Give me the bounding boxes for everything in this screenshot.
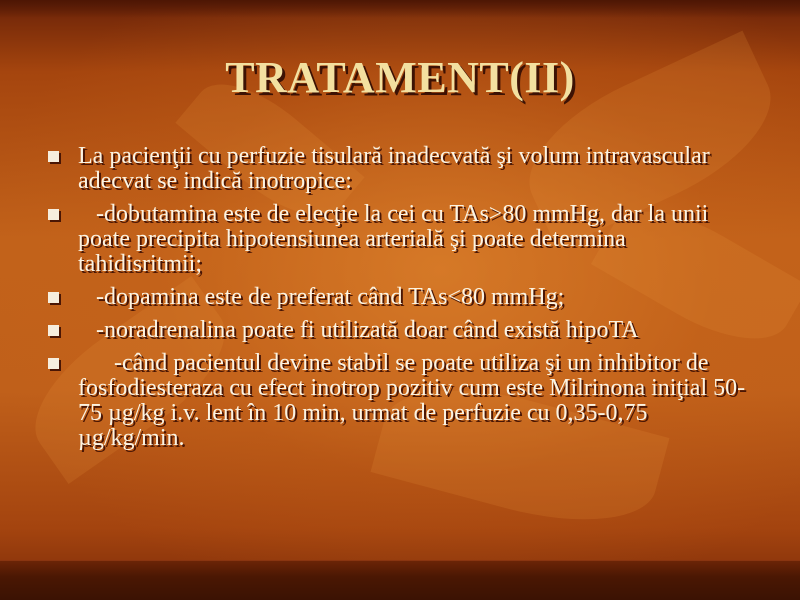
slide-title: TRATAMENT(II)	[225, 53, 575, 102]
square-bullet-icon	[48, 209, 59, 220]
list-item-text: -când pacientul devine stabil se poate utiliza şi un inhibitor de fosfodiesteraza cu efect inotrop pozitiv cum este Milrinona iniţial 50-75 µg/kg i.v. lent în 10 min, urmat de perfuzie cu 0,35-0,75 µg/kg/min.	[78, 350, 746, 451]
bottom-band	[0, 560, 800, 600]
square-bullet-icon	[48, 325, 59, 336]
list-item-text: -noradrenalina poate fi utilizată doar când există hipoTA	[78, 317, 639, 343]
list-item	[48, 318, 748, 343]
list-item	[48, 144, 748, 194]
bullet-list	[48, 144, 748, 459]
list-item	[48, 351, 748, 451]
list-item-text: -dopamina este de preferat când TAs<80 mmHg;	[78, 284, 565, 310]
square-bullet-icon	[48, 358, 59, 369]
square-bullet-icon	[48, 292, 59, 303]
square-bullet-icon	[48, 151, 59, 162]
list-item	[48, 202, 748, 277]
list-item-text: La pacienţii cu perfuzie tisulară inadecvată şi volum intravascular adecvat se indică inotropice:	[78, 143, 716, 194]
list-item-text: -dobutamina este de elecţie la cei cu TAs>80 mmHg, dar la unii poate precipita hipotensiunea arterială şi poate determina tahidisritmii;	[78, 201, 715, 277]
top-band	[0, 0, 800, 18]
list-item	[48, 285, 748, 310]
